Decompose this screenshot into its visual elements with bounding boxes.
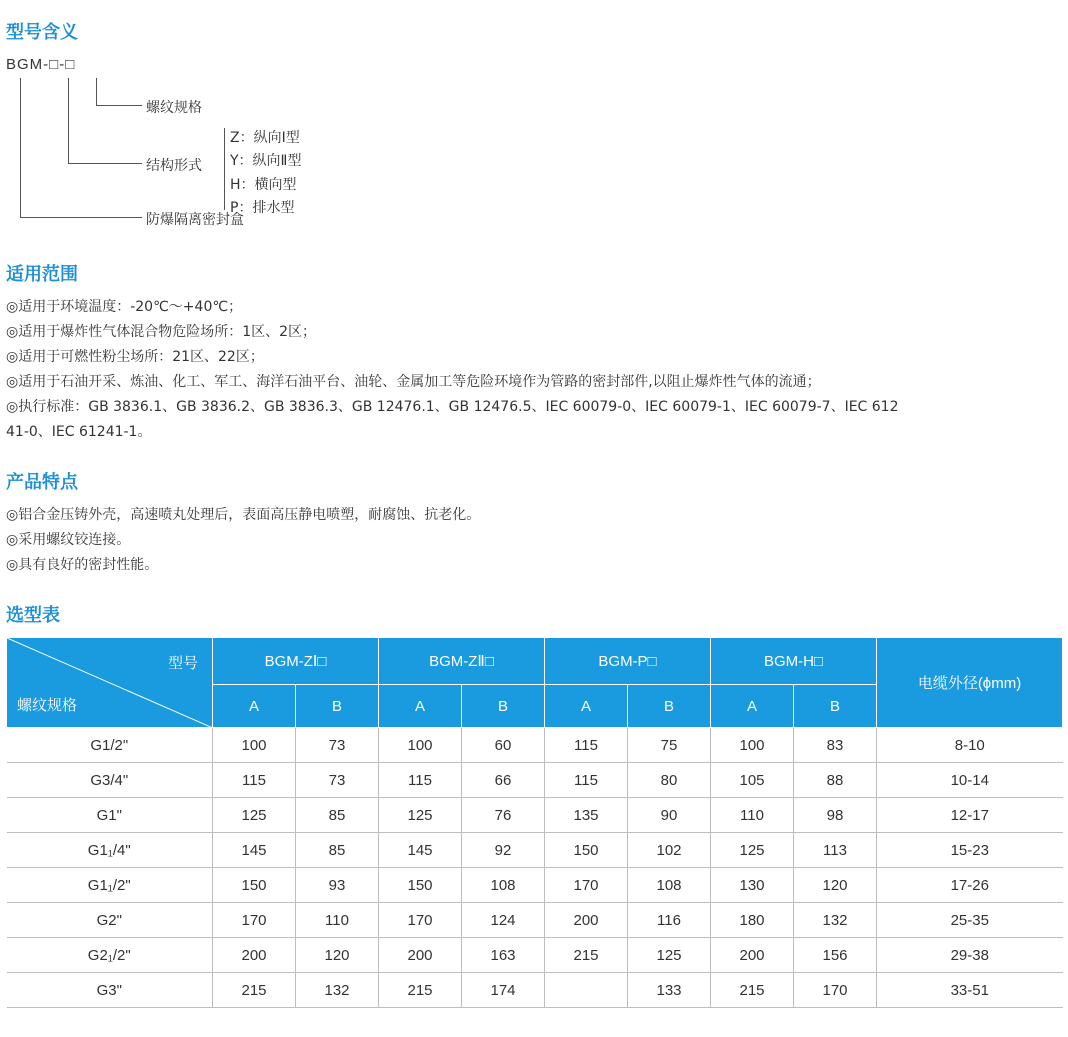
dimension-cell: 174 xyxy=(462,973,545,1008)
corner-thread-label: 螺纹规格 xyxy=(17,697,78,714)
dimension-cell: 102 xyxy=(628,833,711,868)
dimension-cell: 110 xyxy=(711,798,794,833)
dimension-cell: 100 xyxy=(213,728,296,763)
group-header: BGM-P□ xyxy=(545,638,711,685)
dimension-cell: 110 xyxy=(296,903,379,938)
cable-diameter-cell: 33-51 xyxy=(877,973,1063,1008)
dimension-cell: 105 xyxy=(711,763,794,798)
table-row xyxy=(7,868,1063,903)
dimension-cell: 200 xyxy=(711,938,794,973)
cable-diameter-cell: 12-17 xyxy=(877,798,1063,833)
thread-spec-cell: G1₁/2" xyxy=(7,868,213,903)
thread-spec-cell: G2" xyxy=(7,903,213,938)
sub-header: A xyxy=(379,685,462,728)
section-title-features: 产品特点 xyxy=(6,472,78,493)
dimension-cell: 115 xyxy=(213,763,296,798)
dimension-cell: 76 xyxy=(462,798,545,833)
dimension-cell: 75 xyxy=(628,728,711,763)
feature-item: ◎具有良好的密封性能。 xyxy=(6,557,159,573)
dimension-cell: 133 xyxy=(628,973,711,1008)
cable-diameter-header: 电缆外径(ϕmm) xyxy=(877,638,1063,728)
model-code: BGM-□-□ xyxy=(6,56,76,73)
dimension-cell: 115 xyxy=(379,763,462,798)
thread-spec-cell: G3/4" xyxy=(7,763,213,798)
dimension-cell: 115 xyxy=(545,728,628,763)
scope-item: ◎适用于爆炸性气体混合物危险场所：1区、2区； xyxy=(6,324,317,340)
dimension-cell: 108 xyxy=(628,868,711,903)
section-title-model-meaning: 型号含义 xyxy=(6,22,78,43)
dimension-cell: 215 xyxy=(545,938,628,973)
dimension-cell: 125 xyxy=(213,798,296,833)
dimension-cell: 120 xyxy=(296,938,379,973)
scope-item: ◎执行标准：GB 3836.1、GB 3836.2、GB 3836.3、GB 12476.1、GB 12476.5、IEC 60079-0、IEC 60079-1、IEC 60079-7、IEC 612 xyxy=(6,399,899,415)
dimension-cell: 73 xyxy=(296,728,379,763)
section-title-scope: 适用范围 xyxy=(6,264,78,285)
type-y: Y：纵向Ⅱ型 xyxy=(230,153,302,169)
dimension-cell: 120 xyxy=(794,868,877,903)
dimension-cell: 215 xyxy=(213,973,296,1008)
dimension-cell: 156 xyxy=(794,938,877,973)
sub-header: A xyxy=(711,685,794,728)
table-row xyxy=(7,973,1063,1008)
table-row xyxy=(7,833,1063,868)
corner-model-label: 型号 xyxy=(167,655,198,672)
dimension-cell: 170 xyxy=(545,868,628,903)
sub-header: B xyxy=(794,685,877,728)
feature-item: ◎铝合金压铸外壳，高速喷丸处理后，表面高压静电喷塑，耐腐蚀、抗老化。 xyxy=(6,507,481,523)
table-corner-header xyxy=(7,638,213,728)
dimension-cell: 150 xyxy=(379,868,462,903)
dimension-cell: 116 xyxy=(628,903,711,938)
dimension-cell: 73 xyxy=(296,763,379,798)
dimension-cell: 108 xyxy=(462,868,545,903)
table-row xyxy=(7,728,1063,763)
dimension-cell: 92 xyxy=(462,833,545,868)
dimension-cell: 124 xyxy=(462,903,545,938)
cable-diameter-cell: 17-26 xyxy=(877,868,1063,903)
scope-item: ◎适用于环境温度：-20℃～+40℃； xyxy=(6,299,243,315)
dimension-cell: 215 xyxy=(711,973,794,1008)
dimension-cell: 93 xyxy=(296,868,379,903)
dimension-cell: 200 xyxy=(379,938,462,973)
dimension-cell xyxy=(545,973,628,1008)
dimension-cell: 170 xyxy=(379,903,462,938)
dimension-cell: 170 xyxy=(213,903,296,938)
thread-spec-cell: G1₁/4" xyxy=(7,833,213,868)
dimension-cell: 132 xyxy=(296,973,379,1008)
table-row xyxy=(7,763,1063,798)
section-title-selection-table: 选型表 xyxy=(6,605,60,626)
connector-line xyxy=(96,78,97,105)
table-row xyxy=(7,938,1063,973)
dimension-cell: 85 xyxy=(296,833,379,868)
dimension-cell: 100 xyxy=(379,728,462,763)
group-header: BGM-H□ xyxy=(711,638,877,685)
group-header: BGM-ZⅠ□ xyxy=(213,638,379,685)
dimension-cell: 88 xyxy=(794,763,877,798)
dimension-cell: 150 xyxy=(213,868,296,903)
dimension-cell: 130 xyxy=(711,868,794,903)
connector-line xyxy=(68,78,69,163)
connector-line xyxy=(96,105,142,106)
thread-spec-cell: G1" xyxy=(7,798,213,833)
type-p: P：排水型 xyxy=(230,200,295,216)
cable-diameter-cell: 10-14 xyxy=(877,763,1063,798)
thread-spec-cell: G2₁/2" xyxy=(7,938,213,973)
dimension-cell: 125 xyxy=(379,798,462,833)
structure-label: 结构形式 xyxy=(146,158,202,174)
type-z: Z：纵向Ⅰ型 xyxy=(230,130,300,146)
sub-header: B xyxy=(462,685,545,728)
connector-line xyxy=(20,217,142,218)
dimension-cell: 113 xyxy=(794,833,877,868)
connector-line xyxy=(68,163,142,164)
dimension-cell: 100 xyxy=(711,728,794,763)
dimension-cell: 215 xyxy=(379,973,462,1008)
feature-item: ◎采用螺纹铰连接。 xyxy=(6,532,131,548)
dimension-cell: 125 xyxy=(711,833,794,868)
dimension-cell: 80 xyxy=(628,763,711,798)
scope-item: ◎适用于石油开采、炼油、化工、军工、海洋石油平台、油轮、金属加工等危险环境作为管路的密封部件,以阻止爆炸性气体的流通； xyxy=(6,374,821,390)
sealing-box-label: 防爆隔离密封盒 xyxy=(146,212,244,228)
dimension-cell: 60 xyxy=(462,728,545,763)
dimension-cell: 83 xyxy=(794,728,877,763)
sub-header: B xyxy=(296,685,379,728)
dimension-cell: 85 xyxy=(296,798,379,833)
dimension-cell: 145 xyxy=(213,833,296,868)
sub-header: B xyxy=(628,685,711,728)
sub-header: A xyxy=(545,685,628,728)
dimension-cell: 180 xyxy=(711,903,794,938)
dimension-cell: 163 xyxy=(462,938,545,973)
connector-line xyxy=(20,78,21,217)
cable-diameter-cell: 15-23 xyxy=(877,833,1063,868)
dimension-cell: 150 xyxy=(545,833,628,868)
dimension-cell: 200 xyxy=(213,938,296,973)
dimension-cell: 200 xyxy=(545,903,628,938)
thread-spec-label: 螺纹规格 xyxy=(146,100,202,116)
dimension-cell: 125 xyxy=(628,938,711,973)
selection-table xyxy=(6,637,1063,1008)
dimension-cell: 132 xyxy=(794,903,877,938)
thread-spec-cell: G3" xyxy=(7,973,213,1008)
cable-diameter-cell: 29-38 xyxy=(877,938,1063,973)
dimension-cell: 98 xyxy=(794,798,877,833)
dimension-cell: 145 xyxy=(379,833,462,868)
cable-diameter-cell: 25-35 xyxy=(877,903,1063,938)
type-h: H：横向型 xyxy=(230,177,297,193)
scope-item: ◎适用于可燃性粉尘场所：21区、22区； xyxy=(6,349,264,365)
thread-spec-cell: G1/2" xyxy=(7,728,213,763)
cable-diameter-cell: 8-10 xyxy=(877,728,1063,763)
dimension-cell: 66 xyxy=(462,763,545,798)
sub-header: A xyxy=(213,685,296,728)
dimension-cell: 135 xyxy=(545,798,628,833)
dimension-cell: 170 xyxy=(794,973,877,1008)
dimension-cell: 115 xyxy=(545,763,628,798)
dimension-cell: 90 xyxy=(628,798,711,833)
table-row xyxy=(7,798,1063,833)
bracket-line xyxy=(224,128,225,210)
scope-item: 41-0、IEC 61241-1。 xyxy=(6,424,152,440)
table-row xyxy=(7,903,1063,938)
group-header: BGM-ZⅡ□ xyxy=(379,638,545,685)
